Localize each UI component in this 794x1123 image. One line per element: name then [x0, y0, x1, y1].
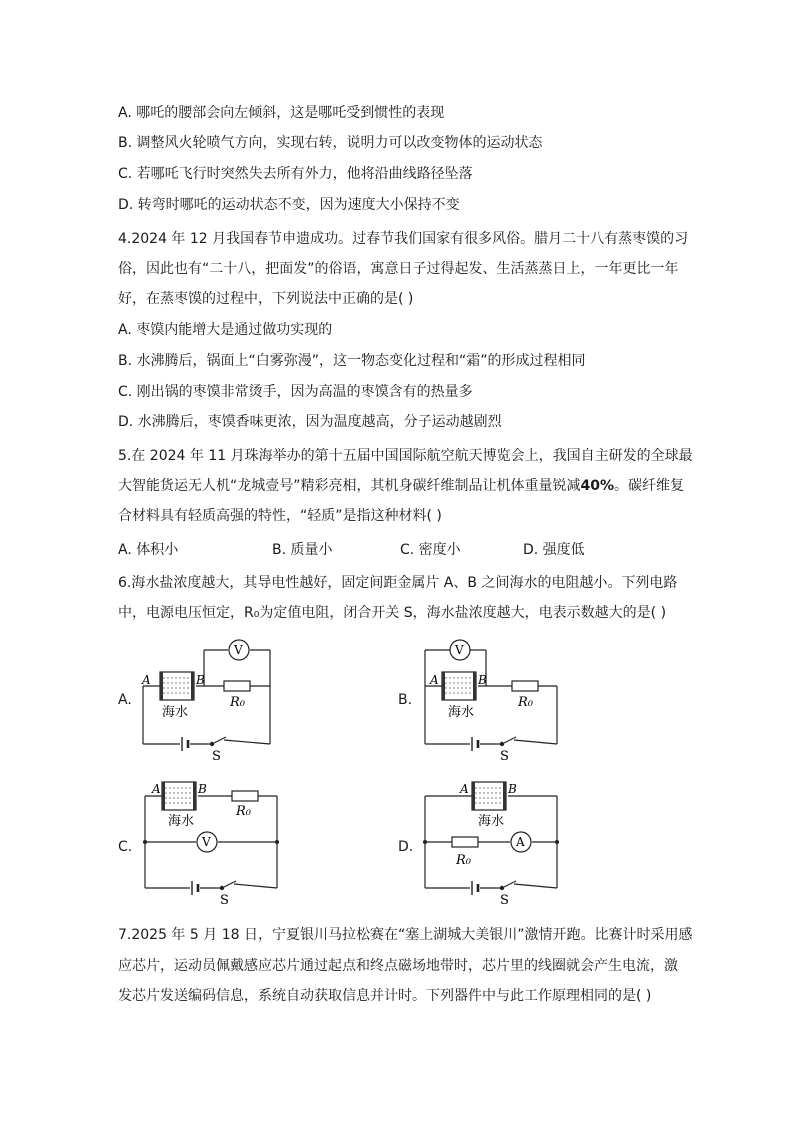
circuit-c-label: C.: [118, 839, 133, 855]
circuit-a-label: A.: [118, 692, 132, 708]
circuit-d-seawater: 海水: [478, 814, 505, 829]
circuit-c-r0: R₀: [236, 804, 251, 819]
q4-option-a: A. 枣馍内能增大是通过做功实现的: [118, 322, 333, 338]
circuit-b-plate-a: A: [430, 673, 439, 687]
q4-option-b: B. 水沸腾后，锅面上“白雾弥漫”，这一物态变化过程和“霜”的形成过程相同: [118, 353, 586, 369]
circuit-b-voltmeter: V: [455, 643, 464, 657]
q4-stem-line-2: 俗，因此也有“二十八，把面发”的俗语，寓意日子过得起发、生活蒸蒸日上，一年更比一年: [118, 261, 679, 277]
circuit-c-switch: S: [220, 893, 229, 908]
circuit-a-r0: R₀: [230, 695, 245, 710]
q6-stem-line-1: 6.海水盐浓度越大，其导电性越好，固定间距金属片 A、B 之间海水的电阻越小。下列电路: [118, 575, 678, 591]
circuit-b-label: B.: [398, 692, 413, 708]
circuit-a-plate-a: A: [142, 673, 151, 687]
circuit-d-label: D.: [398, 839, 414, 855]
q5-option-c: C. 密度小: [400, 542, 461, 558]
q7-stem-line-3: 发芯片发送编码信息，系统自动获取信息并计时。下列器件中与此工作原理相同的是( ): [118, 988, 652, 1004]
circuit-b-diagram: [420, 636, 565, 766]
q6-stem-line-2: 中，电源电压恒定，R₀为定值电阻，闭合开关 S，海水盐浓度越大，电表示数越大的是( ): [118, 605, 667, 621]
q5-option-a: A. 体积小: [118, 542, 179, 558]
q5-stem-percent: 40%: [580, 478, 615, 494]
circuit-a-switch: S: [212, 749, 221, 764]
circuit-c-plate-b: B: [198, 782, 207, 796]
circuit-a-plate-b: B: [196, 673, 205, 687]
circuit-b-r0: R₀: [518, 695, 533, 710]
circuit-d-ammeter: A: [516, 835, 525, 849]
q5-option-b: B. 质量小: [272, 542, 333, 558]
circuit-b-seawater: 海水: [448, 705, 475, 720]
q4-option-c: C. 刚出锅的枣馍非常烫手，因为高温的枣馍含有的热量多: [118, 384, 473, 400]
q3-option-b: B. 调整风火轮喷气方向，实现右转，说明力可以改变物体的运动状态: [118, 135, 543, 151]
q3-option-c: C. 若哪吒飞行时突然失去所有外力，他将沿曲线路径坠落: [118, 166, 473, 182]
circuit-d-r0: R₀: [456, 853, 471, 868]
circuit-b-plate-b: B: [478, 673, 487, 687]
circuit-d-switch: S: [500, 893, 509, 908]
circuit-c-diagram: [140, 778, 285, 908]
q5-option-d: D. 强度低: [523, 542, 585, 558]
circuit-d-plate-b: B: [508, 782, 517, 796]
q5-stem-line-3: 合材料具有轻质高强的特性，“轻质”是指这种材料( ): [118, 508, 442, 524]
circuit-a-voltmeter: V: [234, 643, 243, 657]
q5-stem-line-2: [118, 476, 684, 496]
circuit-d-diagram: [420, 778, 565, 908]
q3-option-d: D. 转弯时哪吒的运动状态不变，因为速度大小保持不变: [118, 197, 460, 213]
q3-option-a: A. 哪吒的腰部会向左倾斜，这是哪吒受到惯性的表现: [118, 105, 445, 121]
q4-stem-line-1: 4.2024 年 12 月我国春节申遗成功。过春节我们国家有很多风俗。腊月二十八有蒸枣馍的习: [118, 231, 689, 247]
q5-stem-line-1: 5.在 2024 年 11 月珠海举办的第十五届中国国际航空航天博览会上，我国自主研发的全球最: [118, 448, 693, 464]
circuit-c-voltmeter: V: [202, 835, 211, 849]
q5-stem-text-end: 。碳纤维复: [614, 478, 685, 494]
circuit-a-seawater: 海水: [162, 705, 189, 720]
q4-stem-line-3: 好，在蒸枣馍的过程中，下列说法中正确的是( ): [118, 291, 414, 307]
q7-stem-line-1: 7.2025 年 5 月 18 日，宁夏银川马拉松赛在“塞上湖城大美银川”激情开跑。比赛计时采用感: [118, 927, 693, 943]
q7-stem-line-2: 应芯片，运动员佩戴感应芯片通过起点和终点磁场地带时，芯片里的线圈就会产生电流，激: [118, 958, 678, 974]
circuit-d-plate-a: A: [460, 782, 469, 796]
circuit-c-seawater: 海水: [168, 814, 195, 829]
circuit-c-plate-a: A: [152, 782, 161, 796]
q4-option-d: D. 水沸腾后，枣馍香味更浓，因为温度越高，分子运动越剧烈: [118, 414, 502, 430]
circuit-b-switch: S: [500, 749, 509, 764]
q5-stem-text: 大智能货运无人机“龙城壹号”精彩亮相，其机身碳纤维制品让机体重量锐减: [118, 478, 581, 494]
circuit-a-diagram: [138, 636, 278, 766]
